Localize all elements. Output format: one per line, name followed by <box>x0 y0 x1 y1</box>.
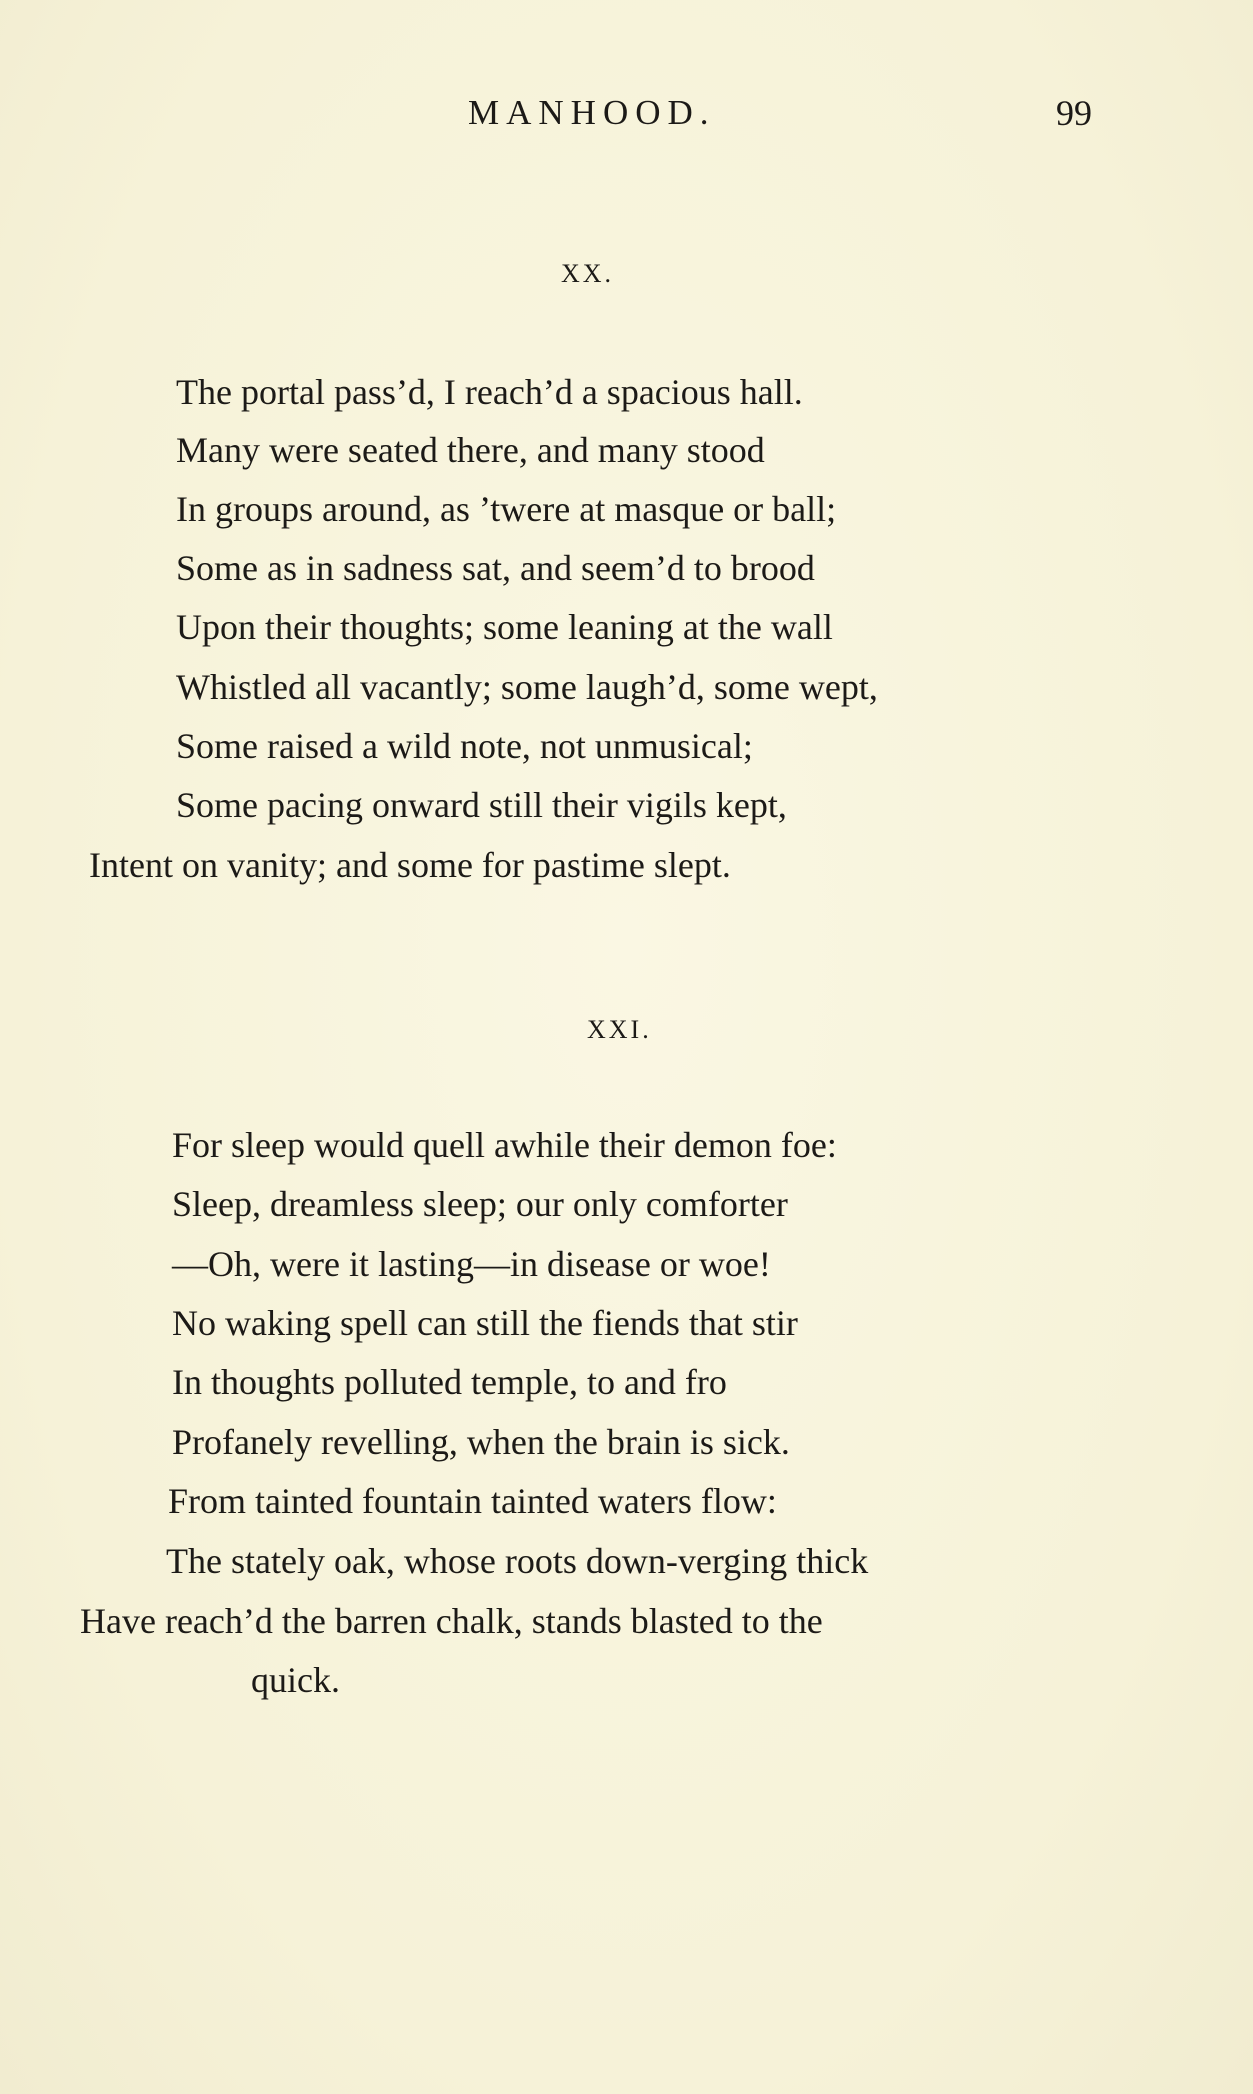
verse-line: From tainted fountain tainted waters flow: <box>168 1481 777 1521</box>
verse-line: In thoughts polluted temple, to and fro <box>172 1362 727 1402</box>
verse-line: Have reach’d the barren chalk, stands blasted to the <box>80 1601 823 1641</box>
verse-line: quick. <box>251 1660 340 1700</box>
verse-line: The portal pass’d, I reach’d a spacious hall. <box>176 372 803 412</box>
verse-line: Some as in sadness sat, and seem’d to brood <box>176 548 815 588</box>
verse-line: For sleep would quell awhile their demon foe: <box>172 1125 837 1165</box>
verse-line: The stately oak, whose roots down-verging thick <box>166 1541 869 1581</box>
verse-line: —Oh, were it lasting—in disease or woe! <box>172 1244 771 1284</box>
verse-line: Whistled all vacantly; some laugh’d, some wept, <box>176 667 878 707</box>
stanza-number: XX. <box>561 259 615 288</box>
running-title: MANHOOD. <box>468 93 716 132</box>
running-head <box>0 88 1253 138</box>
verse-line: Some pacing onward still their vigils kept, <box>176 785 787 825</box>
verse-line: Many were seated there, and many stood <box>176 430 765 470</box>
verse-line: Some raised a wild note, not unmusical; <box>176 726 753 766</box>
verse-line: Profanely revelling, when the brain is sick. <box>172 1422 790 1462</box>
verse-line: In groups around, as ’twere at masque or ball; <box>176 489 837 529</box>
verse-line: Upon their thoughts; some leaning at the wall <box>176 607 833 647</box>
stanza-number: XXI. <box>587 1015 652 1044</box>
verse-line: No waking spell can still the fiends that stir <box>172 1303 798 1343</box>
page-number: 99 <box>1056 93 1092 133</box>
verse-line: Sleep, dreamless sleep; our only comforter <box>172 1184 788 1224</box>
verse-line: Intent on vanity; and some for pastime slept. <box>89 845 731 885</box>
